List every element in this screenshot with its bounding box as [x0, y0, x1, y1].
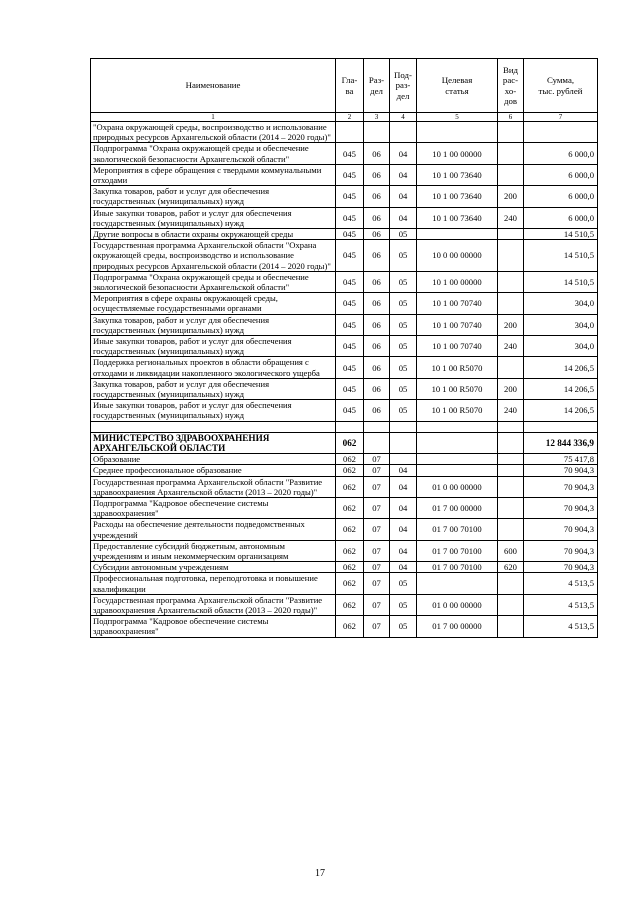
row-glava: 062 [336, 454, 364, 465]
row-expense-type [498, 616, 524, 637]
row-name: Государственная программа Архангельской области "Развитие здравоохранения Архангельской области (2013 – 2020 годы)" [91, 476, 336, 497]
row-expense-type [498, 476, 524, 497]
row-name: Подпрограмма "Охрана окружающей среды и обеспечение экологической безопасности Архангельской области" [91, 271, 336, 292]
row-name: Поддержка региональных проектов в области обращения с отходами и ликвидации накопленного экологического ущерба [91, 357, 336, 378]
row-razdel: 06 [364, 240, 390, 272]
row-name: Иные закупки товаров, работ и услуг для обеспечения государственных (муниципальных) нужд [91, 336, 336, 357]
table-row [91, 432, 598, 453]
row-glava: 045 [336, 293, 364, 314]
table-row [91, 454, 598, 465]
row-sum [524, 122, 598, 143]
table-row [91, 229, 598, 240]
row-target-article: 10 1 00 73640 [417, 186, 498, 207]
row-target-article: 10 1 00 73640 [417, 164, 498, 185]
row-glava: 062 [336, 432, 364, 453]
row-target-article [417, 573, 498, 594]
row-sum: 70 904,3 [524, 465, 598, 476]
row-podrazdel: 04 [390, 164, 417, 185]
empty-cell [524, 421, 598, 432]
budget-table-container [90, 58, 597, 638]
row-sum: 6 000,0 [524, 164, 598, 185]
row-sum: 14 206,5 [524, 357, 598, 378]
row-target-article: 10 1 00 R5070 [417, 378, 498, 399]
row-glava: 045 [336, 400, 364, 421]
row-target-article [417, 465, 498, 476]
table-row [91, 476, 598, 497]
row-sum: 14 206,5 [524, 400, 598, 421]
row-podrazdel: 04 [390, 207, 417, 228]
table-row [91, 336, 598, 357]
row-expense-type [498, 573, 524, 594]
row-razdel: 06 [364, 229, 390, 240]
row-glava: 045 [336, 186, 364, 207]
row-glava: 045 [336, 357, 364, 378]
row-name: Закупка товаров, работ и услуг для обеспечения государственных (муниципальных) нужд [91, 378, 336, 399]
row-glava: 062 [336, 616, 364, 637]
table-row [91, 271, 598, 292]
row-name: МИНИСТЕРСТВО ЗДРАВООХРАНЕНИЯ АРХАНГЕЛЬСКОЙ ОБЛАСТИ [91, 432, 336, 453]
row-podrazdel: 04 [390, 465, 417, 476]
row-sum: 14 510,5 [524, 271, 598, 292]
row-name: Иные закупки товаров, работ и услуг для обеспечения государственных (муниципальных) нужд [91, 400, 336, 421]
row-podrazdel: 05 [390, 293, 417, 314]
row-expense-type: 200 [498, 186, 524, 207]
row-target-article: 10 0 00 00000 [417, 240, 498, 272]
row-target-article: 10 1 00 R5070 [417, 357, 498, 378]
row-glava: 062 [336, 476, 364, 497]
table-row [91, 240, 598, 272]
row-razdel: 06 [364, 143, 390, 164]
row-razdel: 06 [364, 164, 390, 185]
empty-cell [390, 421, 417, 432]
row-podrazdel: 05 [390, 240, 417, 272]
row-podrazdel: 05 [390, 271, 417, 292]
row-name: Образование [91, 454, 336, 465]
header-podrazdel: Под- раз- дел [390, 59, 417, 113]
row-razdel: 06 [364, 293, 390, 314]
row-name: Иные закупки товаров, работ и услуг для обеспечения государственных (муниципальных) нужд [91, 207, 336, 228]
row-razdel: 06 [364, 336, 390, 357]
row-razdel: 07 [364, 562, 390, 573]
row-expense-type [498, 497, 524, 518]
header-glava: Гла- ва [336, 59, 364, 113]
row-name: Государственная программа Архангельской области "Развитие здравоохранения Архангельской области (2013 – 2020 годы)" [91, 594, 336, 615]
table-header-row [91, 59, 598, 113]
page-number: 17 [315, 868, 325, 879]
row-name: Подпрограмма "Кадровое обеспечение системы здравоохранения" [91, 497, 336, 518]
row-podrazdel: 04 [390, 562, 417, 573]
row-sum: 75 417,8 [524, 454, 598, 465]
row-glava: 062 [336, 497, 364, 518]
row-sum: 14 206,5 [524, 378, 598, 399]
table-row [91, 186, 598, 207]
table-row [91, 143, 598, 164]
table-row [91, 122, 598, 143]
empty-cell [336, 421, 364, 432]
row-glava: 045 [336, 207, 364, 228]
row-razdel: 07 [364, 465, 390, 476]
row-sum: 70 904,3 [524, 540, 598, 561]
row-expense-type [498, 357, 524, 378]
row-glava: 062 [336, 465, 364, 476]
row-target-article: 01 0 00 00000 [417, 476, 498, 497]
row-target-article [417, 454, 498, 465]
row-expense-type [498, 293, 524, 314]
row-expense-type [498, 122, 524, 143]
row-target-article: 01 7 00 70100 [417, 562, 498, 573]
row-podrazdel: 05 [390, 378, 417, 399]
row-name: Расходы на обеспечение деятельности подведомственных учреждений [91, 519, 336, 540]
row-glava: 045 [336, 271, 364, 292]
table-row [91, 540, 598, 561]
table-row [91, 497, 598, 518]
row-razdel: 07 [364, 616, 390, 637]
row-podrazdel: 05 [390, 594, 417, 615]
row-target-article: 10 1 00 70740 [417, 314, 498, 335]
row-target-article: 10 1 00 70740 [417, 293, 498, 314]
row-expense-type [498, 432, 524, 453]
row-sum: 304,0 [524, 314, 598, 335]
row-razdel: 06 [364, 207, 390, 228]
row-glava: 045 [336, 240, 364, 272]
row-expense-type: 240 [498, 400, 524, 421]
empty-cell [91, 421, 336, 432]
row-razdel: 07 [364, 454, 390, 465]
row-glava: 062 [336, 573, 364, 594]
column-number: 3 [364, 113, 390, 122]
row-sum: 4 513,5 [524, 616, 598, 637]
row-target-article: 01 7 00 70100 [417, 540, 498, 561]
row-podrazdel: 05 [390, 336, 417, 357]
row-glava: 062 [336, 519, 364, 540]
row-razdel: 07 [364, 594, 390, 615]
row-target-article: 10 1 00 R5070 [417, 400, 498, 421]
column-number: 2 [336, 113, 364, 122]
row-target-article: 01 7 00 00000 [417, 616, 498, 637]
table-spacer-row [91, 421, 598, 432]
row-glava: 045 [336, 143, 364, 164]
header-razdel: Раз- дел [364, 59, 390, 113]
row-name: Государственная программа Архангельской области "Охрана окружающей среды, воспроизводство и использование природных ресурсов Архангельской области (2014 – 2020 годы)" [91, 240, 336, 272]
row-sum: 6 000,0 [524, 207, 598, 228]
row-podrazdel: 05 [390, 616, 417, 637]
table-row [91, 314, 598, 335]
row-expense-type [498, 454, 524, 465]
table-row [91, 164, 598, 185]
empty-cell [364, 421, 390, 432]
row-target-article [417, 122, 498, 143]
column-number: 4 [390, 113, 417, 122]
header-expense-type: Вид рас- хо- дов [498, 59, 524, 113]
row-name: Другие вопросы в области охраны окружающей среды [91, 229, 336, 240]
row-expense-type [498, 465, 524, 476]
row-target-article: 10 1 00 00000 [417, 271, 498, 292]
row-glava: 045 [336, 229, 364, 240]
table-row [91, 400, 598, 421]
row-razdel: 06 [364, 271, 390, 292]
table-row [91, 562, 598, 573]
row-expense-type [498, 271, 524, 292]
column-number: 5 [417, 113, 498, 122]
table-row [91, 207, 598, 228]
row-razdel: 06 [364, 357, 390, 378]
row-target-article: 01 0 00 00000 [417, 594, 498, 615]
row-name: Мероприятия в сфере охраны окружающей среды, осуществляемые государственными органами [91, 293, 336, 314]
header-target-article: Целевая статья [417, 59, 498, 113]
table-row [91, 357, 598, 378]
row-sum: 70 904,3 [524, 562, 598, 573]
row-name: Подпрограмма "Кадровое обеспечение системы здравоохранения" [91, 616, 336, 637]
table-row [91, 573, 598, 594]
row-podrazdel: 05 [390, 314, 417, 335]
row-razdel: 07 [364, 573, 390, 594]
row-razdel: 07 [364, 497, 390, 518]
row-expense-type: 240 [498, 207, 524, 228]
row-expense-type: 200 [498, 378, 524, 399]
row-razdel: 06 [364, 186, 390, 207]
table-row [91, 594, 598, 615]
column-number: 7 [524, 113, 598, 122]
empty-cell [417, 421, 498, 432]
row-name: Среднее профессиональное образование [91, 465, 336, 476]
row-sum: 6 000,0 [524, 143, 598, 164]
row-glava: 045 [336, 314, 364, 335]
column-number: 1 [91, 113, 336, 122]
row-name: Мероприятия в сфере обращения с твердыми коммунальными отходами [91, 164, 336, 185]
row-razdel [364, 122, 390, 143]
row-podrazdel [390, 432, 417, 453]
row-podrazdel: 04 [390, 540, 417, 561]
row-expense-type [498, 164, 524, 185]
row-podrazdel [390, 454, 417, 465]
table-row [91, 378, 598, 399]
row-podrazdel: 04 [390, 476, 417, 497]
row-podrazdel: 05 [390, 357, 417, 378]
header-name: Наименование [91, 59, 336, 113]
column-number: 6 [498, 113, 524, 122]
table-body [91, 122, 598, 638]
row-podrazdel: 04 [390, 186, 417, 207]
row-expense-type [498, 594, 524, 615]
row-podrazdel [390, 122, 417, 143]
table-row [91, 519, 598, 540]
row-podrazdel: 04 [390, 497, 417, 518]
row-podrazdel: 04 [390, 143, 417, 164]
header-sum: Сумма, тыс. рублей [524, 59, 598, 113]
row-sum: 4 513,5 [524, 573, 598, 594]
row-razdel: 06 [364, 378, 390, 399]
row-target-article [417, 432, 498, 453]
row-sum: 4 513,5 [524, 594, 598, 615]
row-sum: 14 510,5 [524, 229, 598, 240]
row-razdel [364, 432, 390, 453]
row-glava: 045 [336, 378, 364, 399]
row-target-article: 01 7 00 00000 [417, 497, 498, 518]
row-podrazdel: 05 [390, 229, 417, 240]
row-name: Субсидии автономным учреждениям [91, 562, 336, 573]
row-glava: 045 [336, 336, 364, 357]
table-row [91, 465, 598, 476]
row-expense-type: 240 [498, 336, 524, 357]
row-glava [336, 122, 364, 143]
row-sum: 6 000,0 [524, 186, 598, 207]
row-sum: 70 904,3 [524, 476, 598, 497]
row-podrazdel: 05 [390, 573, 417, 594]
row-sum: 14 510,5 [524, 240, 598, 272]
row-name: "Охрана окружающей среды, воспроизводство и использование природных ресурсов Архангельской области (2014 – 2020 годы)" [91, 122, 336, 143]
row-sum: 304,0 [524, 293, 598, 314]
row-podrazdel: 04 [390, 519, 417, 540]
row-razdel: 06 [364, 314, 390, 335]
row-name: Закупка товаров, работ и услуг для обеспечения государственных (муниципальных) нужд [91, 314, 336, 335]
row-expense-type [498, 143, 524, 164]
row-target-article: 10 1 00 70740 [417, 336, 498, 357]
row-sum: 304,0 [524, 336, 598, 357]
row-target-article: 10 1 00 73640 [417, 207, 498, 228]
row-expense-type [498, 229, 524, 240]
row-name: Подпрограмма "Охрана окружающей среды и обеспечение экологической безопасности Архангельской области" [91, 143, 336, 164]
row-razdel: 07 [364, 519, 390, 540]
row-sum: 70 904,3 [524, 519, 598, 540]
row-razdel: 07 [364, 476, 390, 497]
column-number-row [91, 113, 598, 122]
budget-table [90, 58, 598, 638]
row-podrazdel: 05 [390, 400, 417, 421]
row-glava: 045 [336, 164, 364, 185]
row-target-article [417, 229, 498, 240]
row-name: Закупка товаров, работ и услуг для обеспечения государственных (муниципальных) нужд [91, 186, 336, 207]
empty-cell [498, 421, 524, 432]
row-glava: 062 [336, 594, 364, 615]
row-sum: 70 904,3 [524, 497, 598, 518]
row-target-article: 01 7 00 70100 [417, 519, 498, 540]
row-razdel: 07 [364, 540, 390, 561]
table-row [91, 616, 598, 637]
row-target-article: 10 1 00 00000 [417, 143, 498, 164]
row-name: Предоставление субсидий бюджетным, автономным учреждениям и иным некоммерческим организациям [91, 540, 336, 561]
row-sum: 12 844 336,9 [524, 432, 598, 453]
row-name: Профессиональная подготовка, переподготовка и повышение квалификации [91, 573, 336, 594]
row-expense-type [498, 240, 524, 272]
row-glava: 062 [336, 540, 364, 561]
row-expense-type: 620 [498, 562, 524, 573]
row-expense-type: 600 [498, 540, 524, 561]
row-expense-type: 200 [498, 314, 524, 335]
table-row [91, 293, 598, 314]
row-glava: 062 [336, 562, 364, 573]
row-razdel: 06 [364, 400, 390, 421]
row-expense-type [498, 519, 524, 540]
